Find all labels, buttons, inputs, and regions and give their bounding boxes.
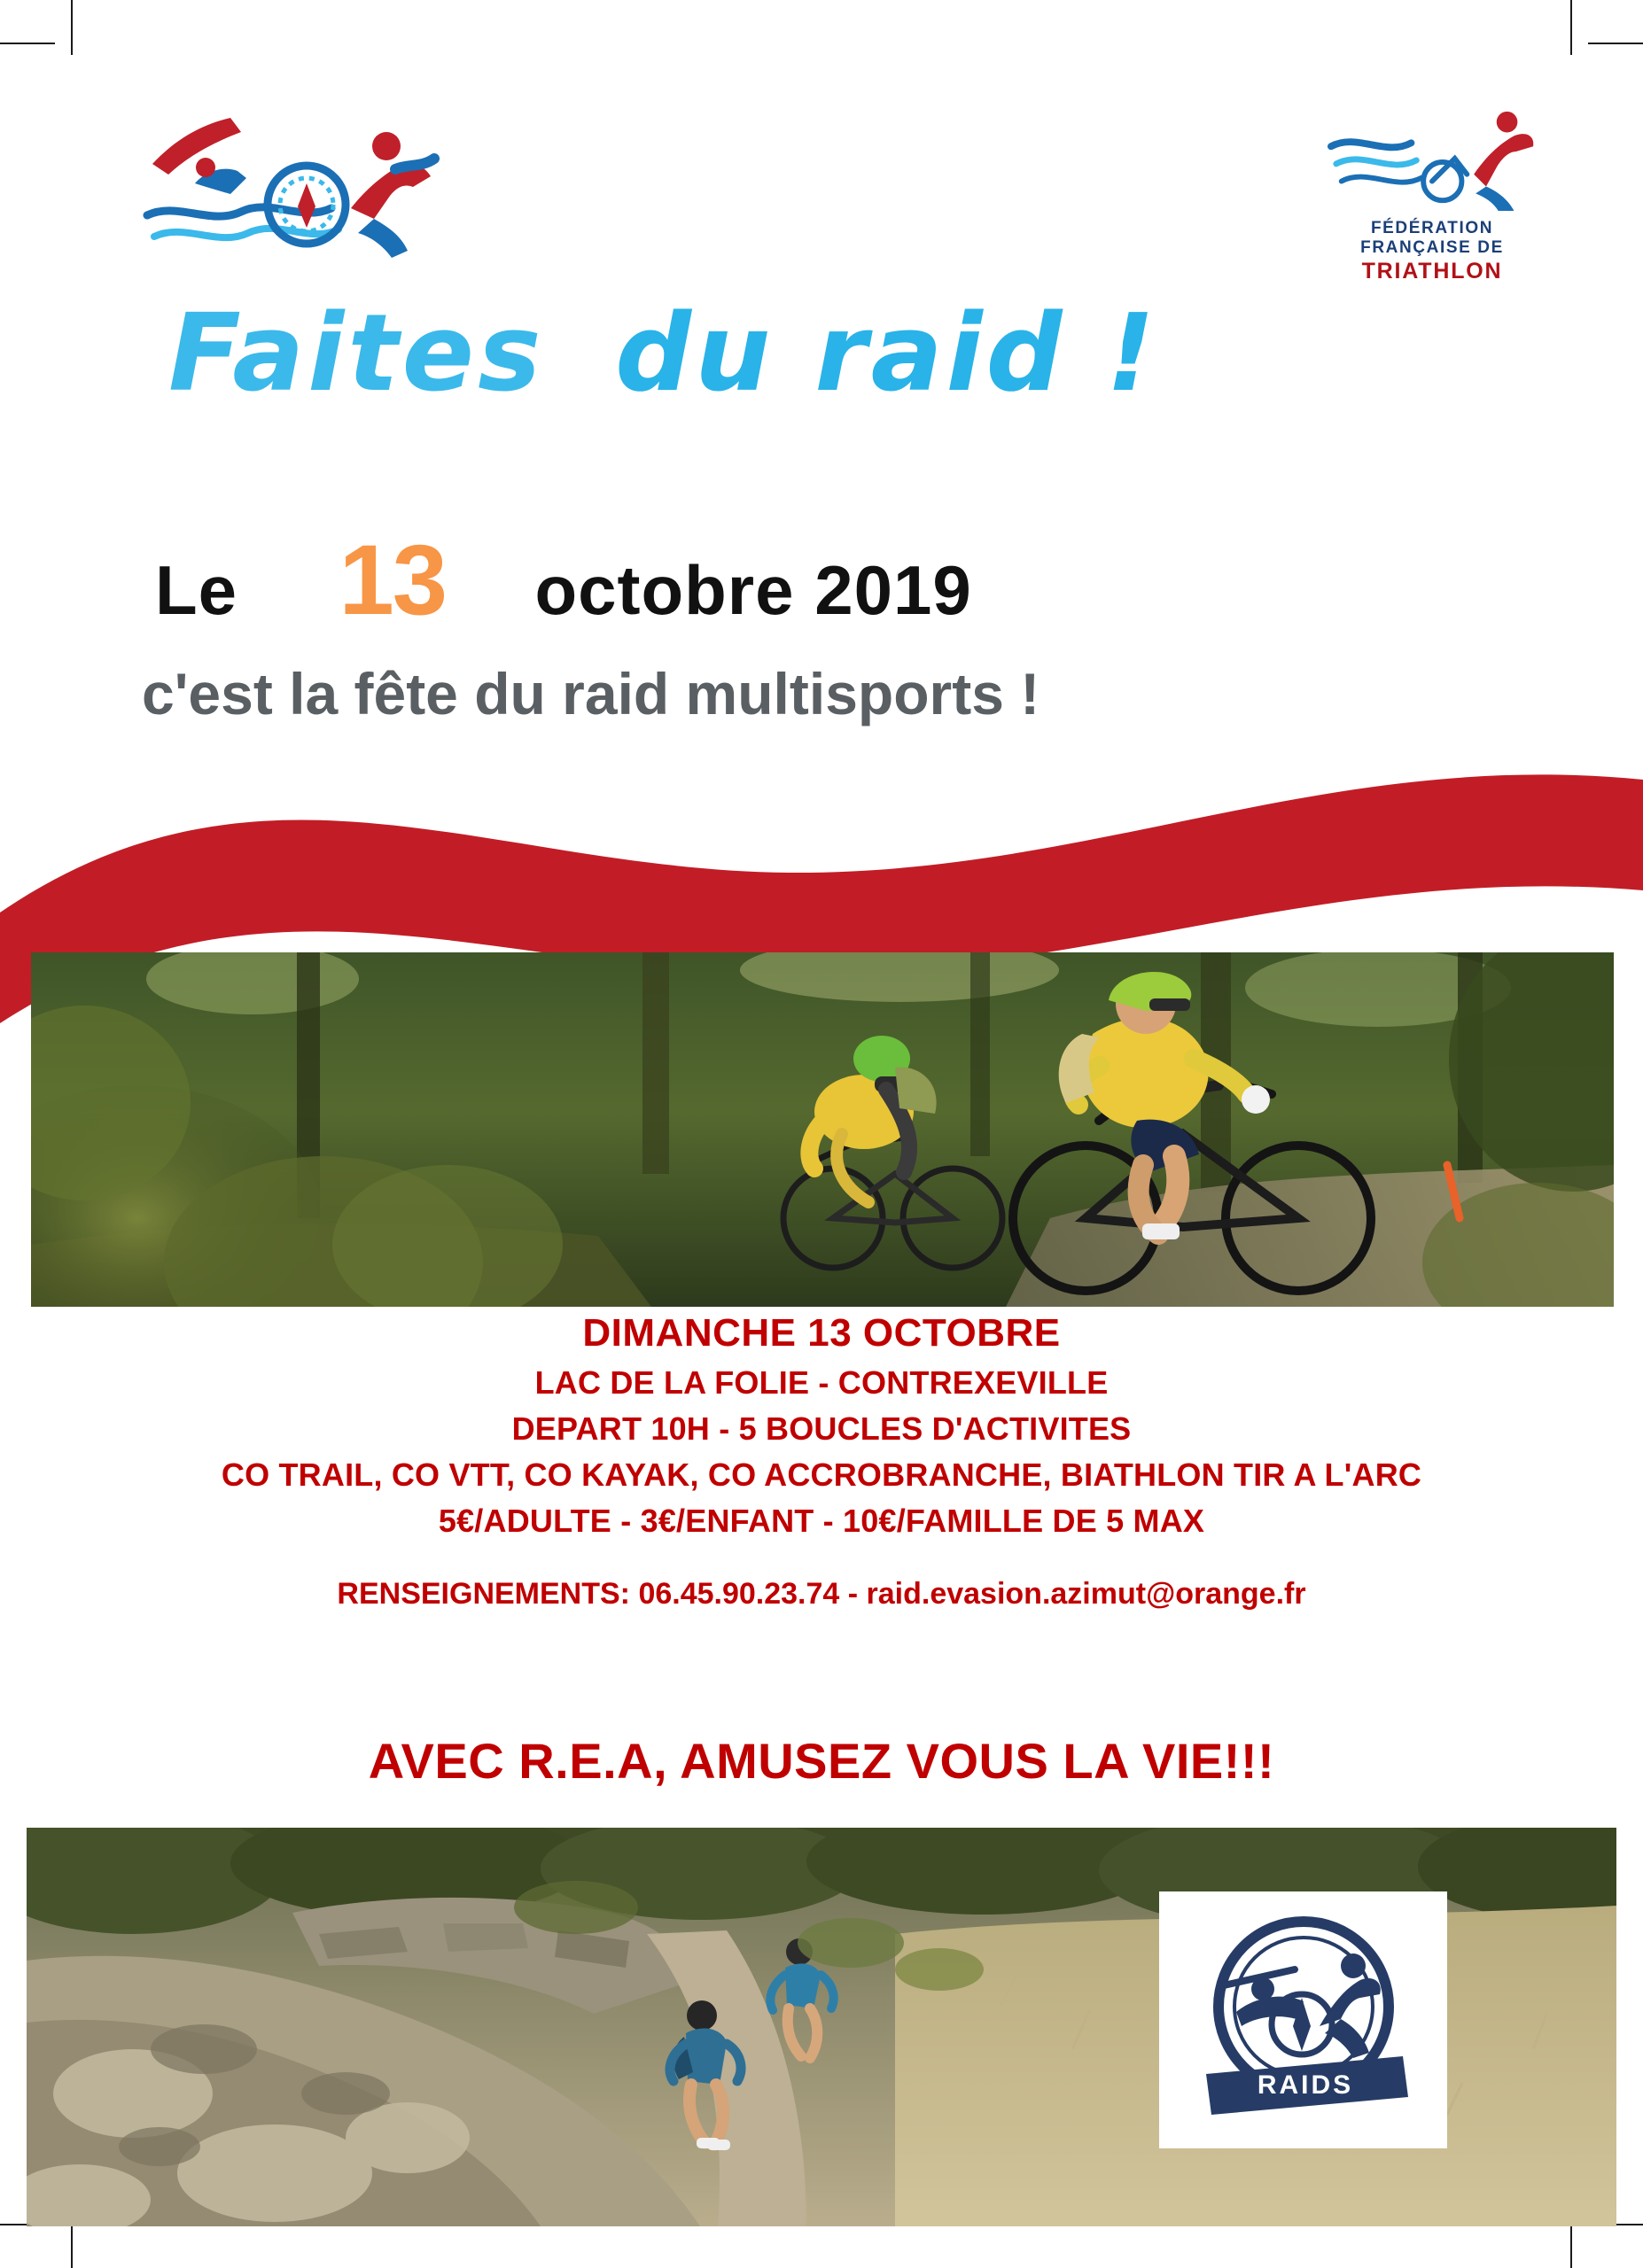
crop-mark-top-left-vertical <box>71 0 73 55</box>
event-slogan: AVEC R.E.A, AMUSEZ VOUS LA VIE!!! <box>368 1733 1275 1789</box>
headline-date-line <box>155 523 1538 635</box>
crop-mark-top-left-horizontal <box>0 43 55 44</box>
federation-triathlon-logo <box>1326 106 1538 284</box>
crop-mark-top-right-vertical <box>1570 0 1572 55</box>
federation-logo-text <box>1326 219 1538 284</box>
photo-mountain-bikers <box>31 952 1614 1307</box>
info-contact[interactable]: RENSEIGNEMENTS: 06.45.90.23.74 - raid.evasion.azimut@orange.fr <box>337 1577 1306 1611</box>
event-info-block <box>0 1311 1643 1612</box>
raids-badge-text: RAIDS <box>1257 2070 1353 2100</box>
crop-mark-top-right-horizontal <box>1588 43 1643 44</box>
headline-subtitle: c'est la fête du raid multisports ! <box>142 661 1040 726</box>
info-prices: 5€/ADULTE - 3€/ENFANT - 10€/FAMILLE DE 5 MAX <box>438 1503 1205 1539</box>
info-start: DEPART 10H - 5 BOUCLES D'ACTIVITES <box>511 1410 1132 1447</box>
federation-line-1: FÉDÉRATION <box>1370 219 1494 237</box>
federation-line-2: FRANÇAISE DE <box>1360 238 1504 258</box>
info-place: LAC DE LA FOLIE - CONTREXEVILLE <box>534 1364 1109 1401</box>
raids-badge <box>1159 1891 1447 2148</box>
rea-logo <box>142 102 461 279</box>
headline-script-part2: du raid ! <box>615 292 1159 416</box>
headline-script <box>168 292 1338 452</box>
info-activities: CO TRAIL, CO VTT, CO KAYAK, CO ACCROBRANCHE, BIATHLON TIR A L'ARC <box>221 1456 1422 1493</box>
date-number: 13 <box>339 524 447 635</box>
headline-script-part1: Faites <box>168 292 545 416</box>
federation-line-3: TRIATHLON <box>1361 258 1503 284</box>
date-suffix: octobre 2019 <box>534 551 972 629</box>
info-day: DIMANCHE 13 OCTOBRE <box>582 1311 1061 1355</box>
date-prefix: Le <box>155 551 238 629</box>
